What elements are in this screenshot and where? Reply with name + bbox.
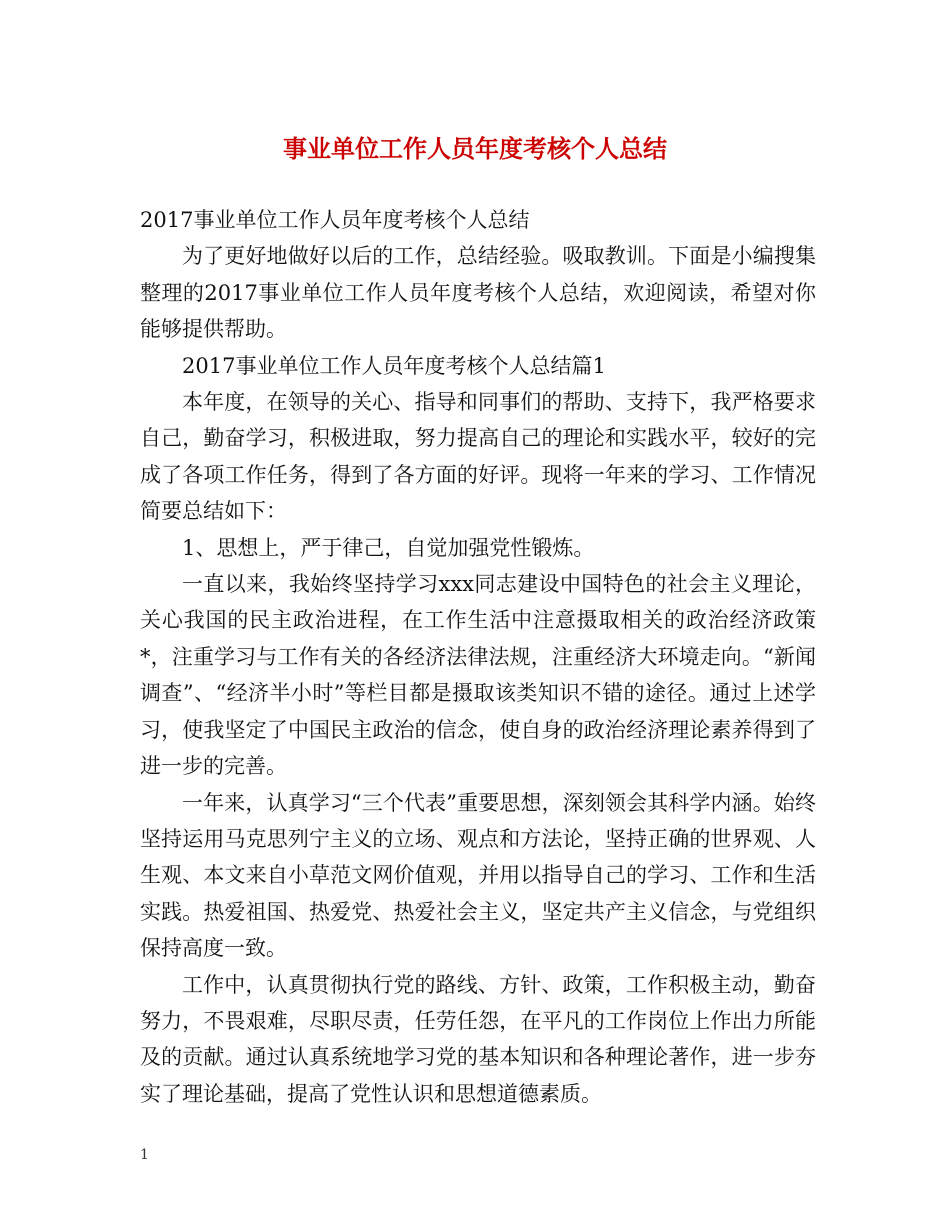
point-heading: 1、思想上，严于律己，自觉加强党性锻炼。 [182,535,595,560]
body-paragraph: 一直以来，我始终坚持学习xxx同志建设中国特色的社会主义理论，关心我国的民主政治进程，在工作生活中注意摄取相关的政治经济政策*，注重学习与工作有关的各经济法律法规，注重经济大环境走向。“新闻调查”、“经济半小时”等栏目都是摄取该类知识不错的途径。通过上述学习，使我坚定了中国民主政治的信念，使自身的政治经济理论素养得到了进一步的完善。 [140,572,816,779]
page-number: 1 [140,1147,149,1163]
section-heading: 2017事业单位工作人员年度考核个人总结篇1 [182,353,606,378]
body-paragraph: 本年度，在领导的关心、指导和同事们的帮助、支持下，我严格要求自己，勤奋学习，积极进取，努力提高自己的理论和实践水平，较好的完成了各项工作任务，得到了各方面的好评。现将一年来的学习、工作情况简要总结如下： [140,390,816,524]
body-paragraph: 一年来，认真学习“三个代表”重要思想，深刻领会其科学内涵。始终坚持运用马克思列宁主义的立场、观点和方法论，坚持正确的世界观、人生观、本文来自小草范文网价值观，并用以指导自己的学习、工作和生活实践。热爱祖国、热爱党、热爱社会主义，坚定共产主义信念，与党组织保持高度一致。 [140,790,816,961]
subtitle-paragraph: 2017事业单位工作人员年度考核个人总结 [140,208,530,232]
body-paragraph: 工作中，认真贯彻执行党的路线、方针、政策，工作积极主动，勤奋努力，不畏艰难，尽职尽责，任劳任怨，在平凡的工作岗位上作出力所能及的贡献。通过认真系统地学习党的基本知识和各种理论著作，进一步夯实了理论基础，提高了党性认识和思想道德素质。 [140,972,816,1106]
intro-paragraph: 为了更好地做好以后的工作，总结经验。吸取教训。下面是小编搜集整理的2017事业单位工作人员年度考核个人总结，欢迎阅读，希望对你能够提供帮助。 [140,244,816,342]
document-body [140,202,816,1112]
document-title: 事业单位工作人员年度考核个人总结 [283,134,667,163]
